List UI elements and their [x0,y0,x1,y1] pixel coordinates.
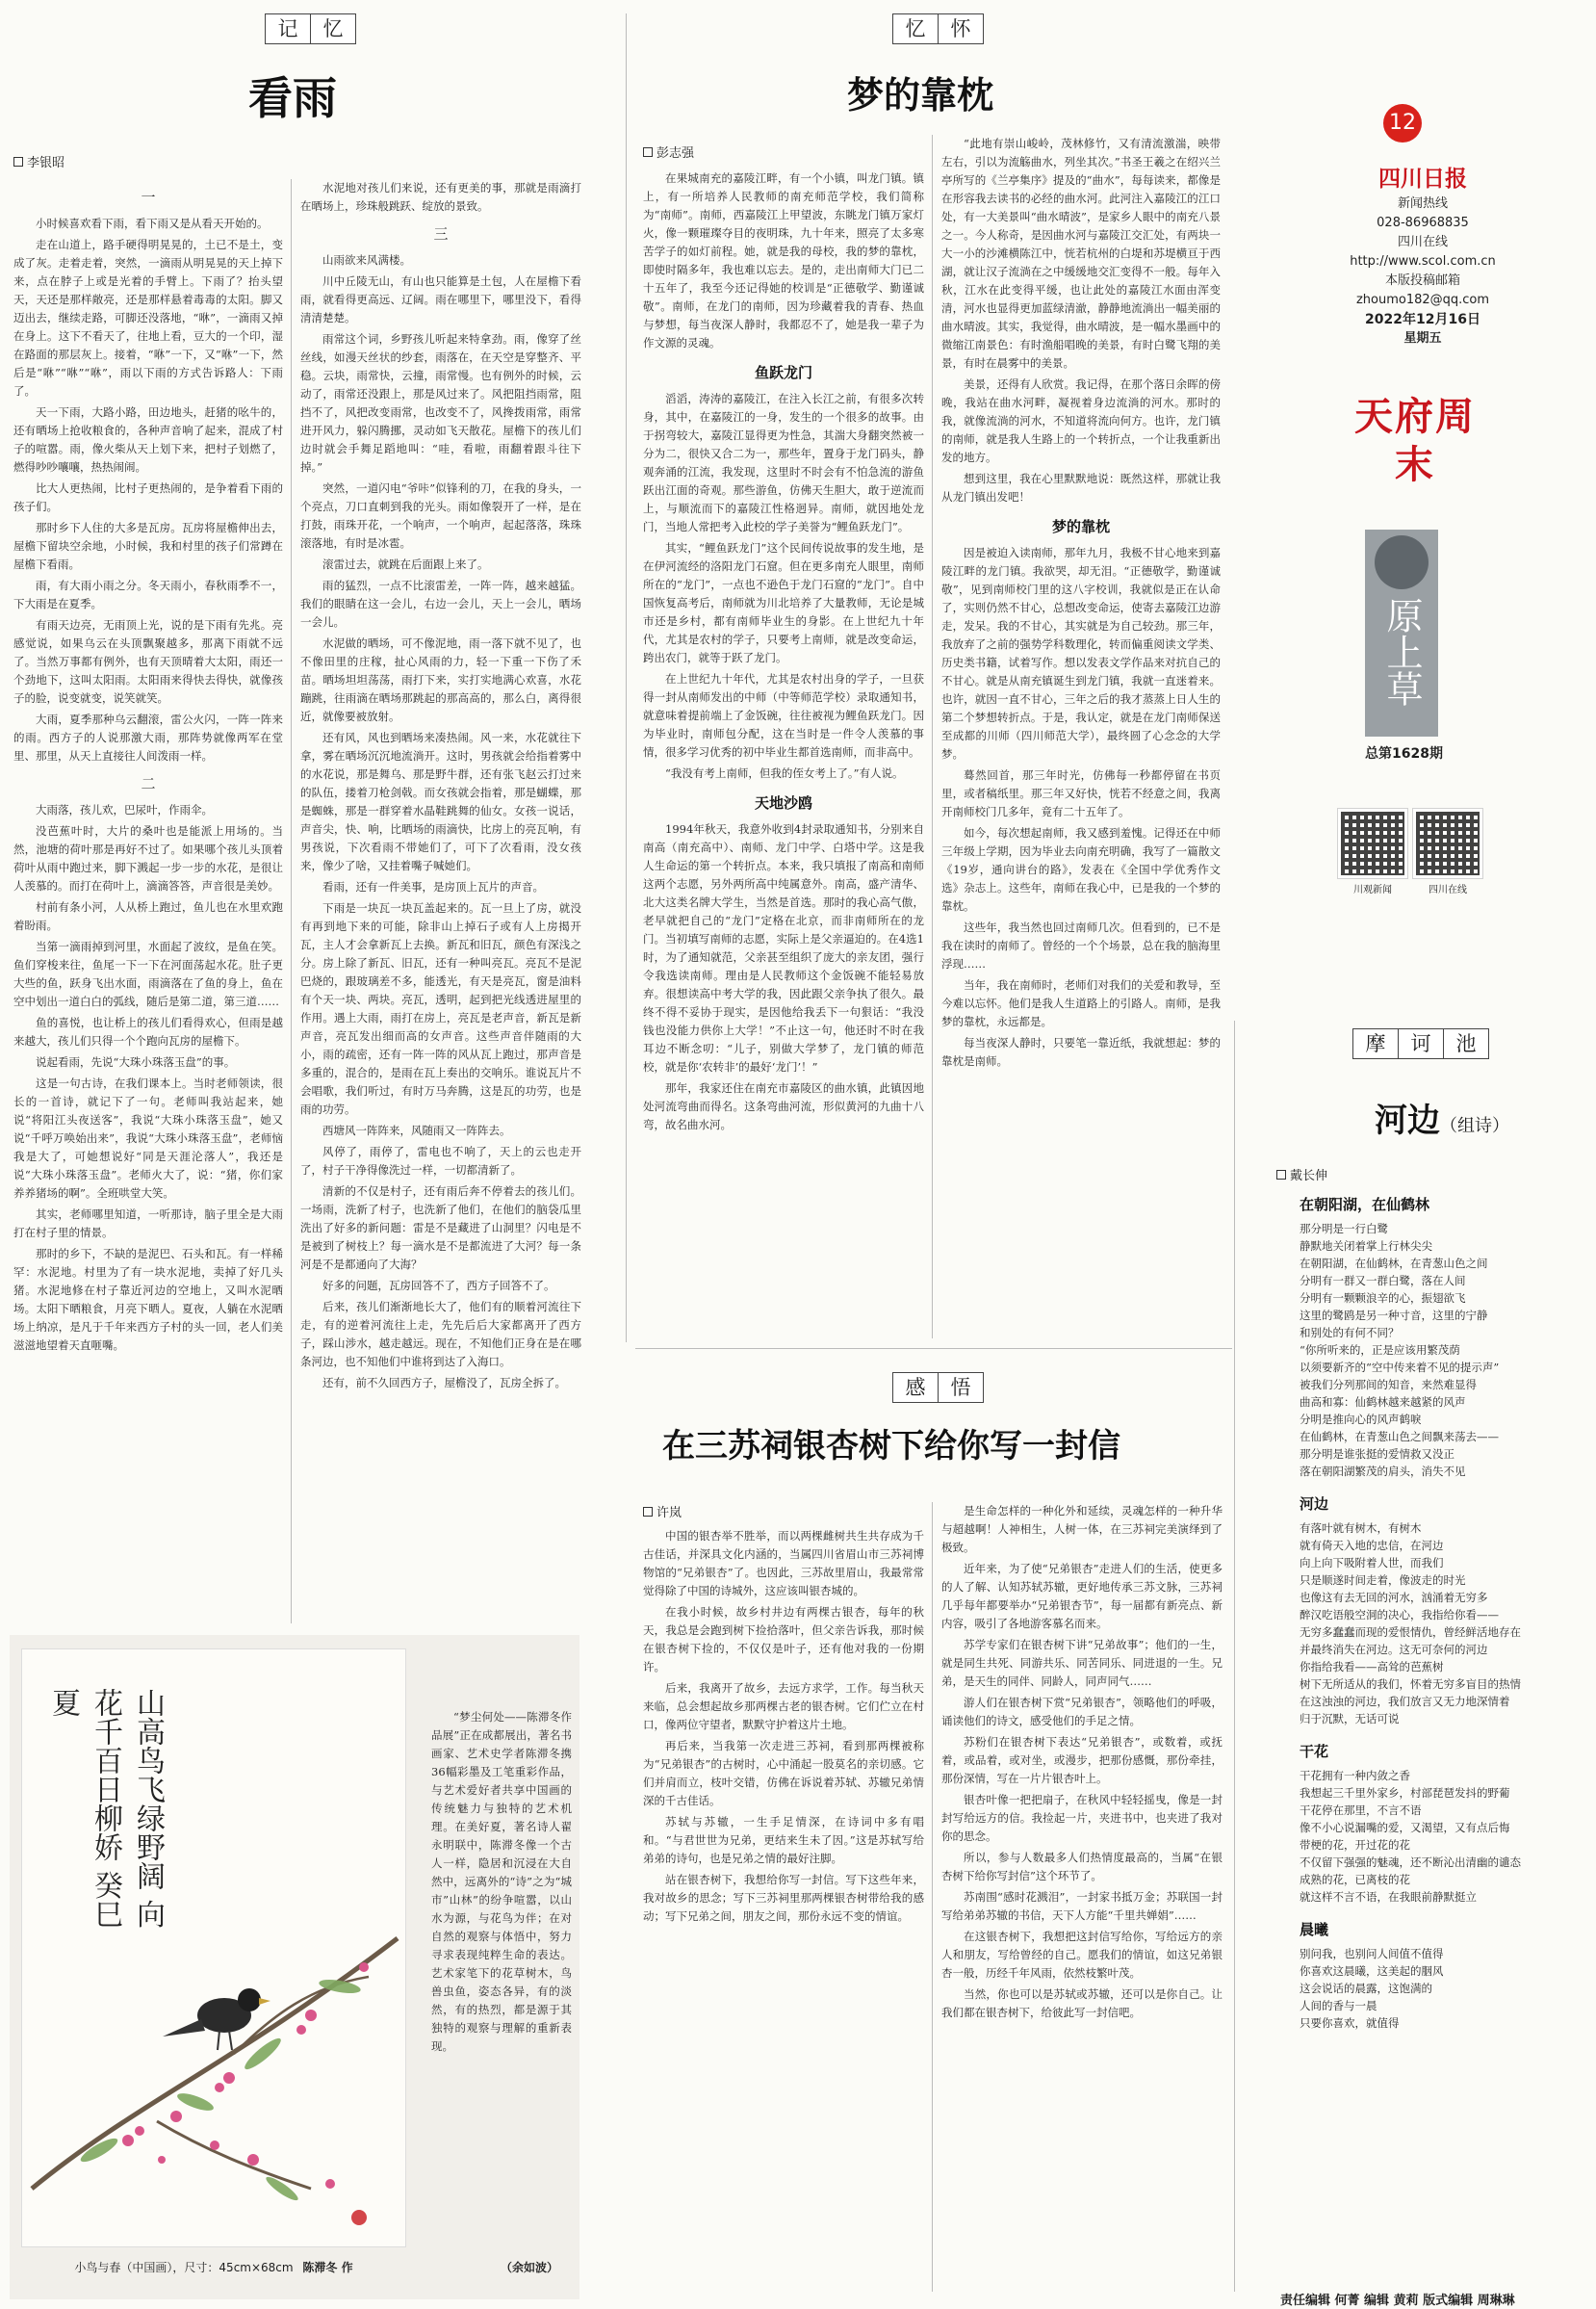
article-rain-paragraph: 水泥地对孩儿们来说，还有更美的事，那就是雨滴打在晒场上，珍珠般跳跃、绽放的景致。 [300,181,581,213]
article-pillow-column-1 [643,169,924,1335]
painting-image [21,1648,406,2247]
painting-reviewer: （余如波） [501,2261,559,2274]
article-letter-paragraph: 近年来，为了使“兄弟银杏”走进人们的生活，使更多的人了解、认知苏轼苏辙，更好地传承三苏文脉，三苏祠几乎每年都要举办“兄弟银杏节”，每一届都有新亮点、新内容，吸引了各地游客慕名而来。 [941,1562,1223,1630]
article-rain-paragraph: 好多的问题，瓦房回答不了，西方子回答不了。 [322,1279,555,1292]
article-rain-paragraph: 那时乡下人住的大多是瓦房。瓦房将屋檐伸出去，屋檐下留块空余地，小时候，我和村里的孩子们常蹲在屋檐下看雨。 [13,521,283,571]
article-rain-paragraph: 突然，一道闪电“爷咔”似锋利的刀，在我的身头，一个亮点，刀口直刺到我的光头。雨如像裂开了一样，是在打鼓，雨珠开花，一个响声，一个响声，起起落落，珠珠滚落地，有时是冰雹。 [300,481,581,550]
masthead-info [1336,164,1509,349]
column-divider [1234,1021,1235,2292]
article-pillow-paragraph: 想到这里，我在心里默默地说：既然这样，那就让我从龙门镇出发吧！ [941,472,1221,504]
poem-line: 在朝阳湖，在仙鹤林，在青葱山色之间 [1300,1257,1488,1270]
article-letter-column-1 [643,1527,924,2288]
article-letter-paragraph: 在这银杏树下，我想把这封信写给你，写给远方的亲人和朋友，写给曾经的自己。愿我们的情谊，如这兄弟银杏一般，历经千年风雨，依然枝繁叶茂。 [941,1930,1223,1980]
poem-title: 干花 [1300,1743,1329,1760]
article-letter-paragraph: 苏学专家们在银杏树下讲“兄弟故事”；他们的一生，就是同生共死、同游共乐、同苦同乐、同进退的一生。兄弟，是天生的同伴、同龄人，同声同气…… [941,1638,1223,1688]
article-pillow-paragraph: 滔滔，涛涛的嘉陵江，在注入长江之前，有很多次转身，其中，在嘉陵江的一身，发生的一个很多的故事。由于拐弯较大，嘉陵江显得更为性急，其湍大身翻突然被一分为二，很快又合二为一，那些年，置身于龙门码头，静观奔涌的江流，我发现，这里时不时会有不怕急流的游鱼跃出江面的奇观。那些游鱼，仿佛天生胆大，敢于逆流而上，与顺流而下的嘉陵江性格迥异。南师，就因地处龙门，当地人常把考入此校的学子美誉为“鲤鱼跃龙门”。 [643,392,924,533]
poem-line: 向上向下吸附着人世，而我们 [1300,1556,1444,1570]
poem-line: 只要你喜欢，就值得 [1300,2016,1400,2030]
qr-label: 川观新闻 [1353,885,1392,895]
article-rain-paragraph: 说起看雨，先说“大珠小珠落玉盘”的事。 [36,1055,236,1069]
poem-line: 分明有一颗颗浪辛的心，振翅欲飞 [1300,1291,1466,1305]
qr-code-icon[interactable] [1338,809,1407,878]
article-pillow-paragraph: 1994年秋天，我意外收到4封录取通知书，分别来自南高（南充高中）、南师、龙门中学、白塔中学。这是我人生命运的第一个转折点。本来，我只填报了南高和南师这两个志愿，另外两所高中纯属意外。南高，盛产清华、北大这类名牌大学生，当然是首选。那时的我心高气傲，老早就把自己的“龙门”定格在北京，而非南师所在的龙门。当初填写南师的志愿，实际上是父亲逼迫的。在4选1时，为了通知就范，父亲甚至组织了庞大的亲友团，强行令我选读南师。理由是人民教师这个金饭碗不能轻易放弃。很想读高中考大学的我，因此跟父亲争执了很久。最终不得不妥协于现实，是因他给我丢下一句狠话：“我没钱也没能力供你上大学！”不止这一句，他还时不时在我耳边不断念叨：“儿子，别做大学梦了，龙门镇的师范校，就是你‘农转非’的最好‘龙门’！” [643,822,924,1074]
article-letter-paragraph: 当然，你也可以是苏轼或苏辙，还可以是你自己。让我们都在银杏树下，给彼此写一封信吧。 [941,1987,1223,2019]
article-rain-column-1 [13,179,283,1623]
poem-line: 你指给我看——高耸的芭蕉树 [1300,1660,1444,1673]
section-divider [635,1348,1232,1349]
poem-line: 有落叶就有树木，有树木 [1300,1521,1422,1535]
article-rain-paragraph: 小时候喜欢看下雨，看下雨又是从看天开始的。 [36,217,269,230]
article-letter-column-2 [941,1502,1223,2288]
article-letter-paragraph: 中国的银杏举不胜举，而以两棵雌树共生共存成为千古佳话，并深具文化内涵的，当属四川省眉山市三苏祠博物馆的“兄弟银杏”了。也因此，三苏故里眉山，我最常常觉得除了中国的诗城外，这应该叫银杏城的。 [643,1529,924,1597]
poem-line: 也像这有去无回的河水，汹涌着无穷多 [1300,1591,1488,1604]
tag-char: 忆 [905,17,926,40]
article-rain-paragraph: 风停了，雨停了，雷电也不响了，天上的云也走开了，村子干净得像洗过一样，一切都清新了。 [300,1145,581,1177]
poem-line: 那分明是谁张挺的爱情救又没正 [1300,1447,1454,1461]
article-letter-paragraph: 所以，参与人数最多人们热情度最高的，当属“在银杏树下给你写封信”这个环节了。 [941,1851,1223,1882]
website: http://www.scol.com.cn [1350,254,1496,269]
issue-date: 2022年12月16日 [1365,312,1480,327]
article-letter-paragraph: 游人们在银杏树下赏“兄弟银杏”，领略他们的呼吸，诵读他们的诗文，感受他们的手足之情。 [941,1696,1223,1727]
article-pillow-author: 彭志强 [643,143,694,161]
article-rain-paragraph: 川中丘陵无山，有山也只能算是土包，人在屋檐下看雨，就看得更高远、辽阔。雨在哪里下，哪里没下，看得清清楚楚。 [300,274,581,324]
article-pillow-paragraph: “此地有崇山峻岭，茂林修竹，又有清流激湍，映带左右，引以为流觞曲水，列坐其次。”书圣王羲之在绍兴兰亭所写的《兰亭集序》提及的“曲水”，每每读来，都像是在形容我去读书的必经的曲水河。此河注入嘉陵江的江口处，有一大美景叫“曲水晴波”，是家乡人眼中的南充八景之一。今人称奇，是因曲水河与嘉陵江交汇处，有两块一大一小的沙滩横陈江中，恍若杭州的白堤和苏堤横亘于西湖，就让汉子流淌在之中缓缓地交汇变得不一般。每年入秋，江水在此变得平缓，也让此处的嘉陵江水面由浑变清，河水也显得更加蓝绿清澈，静静地流淌出一幅美丽的曲水晴波。其实，我觉得，曲水晴波，是一幅水墨画中的微缩江南景色：有时渔船唱晚的美景，有时白鹭飞翔的美景，有时在晨雾中的美景。 [941,137,1221,370]
poem-line: 并最终消失在河边。这无可奈何的河边 [1300,1643,1488,1656]
poem-line: 只是顺遂时间走着，像波走的时光 [1300,1573,1466,1587]
article-letter-paragraph: 苏南围“感时花溅泪”，一封家书抵万金；苏联国一封写给弟弟苏辙的书信，天下人方能“千里共婵娟”…… [941,1890,1223,1922]
article-rain-title: 看雨 [248,72,337,124]
article-pillow-paragraph: “我没有考上南师，但我的侄女考上了。”有人说。 [665,766,904,780]
article-rain-paragraph: 雨，有大雨小雨之分。冬天雨小，春秋雨季不一，下大雨是在夏季。 [13,579,283,610]
article-pillow-title: 梦的靠枕 [847,74,994,117]
article-pillow-paragraph: 那年，我家还住在南充市嘉陵区的曲水镇，此镇因地处河流弯曲而得名。这条弯曲河流，形似黄河的九曲十八弯，故名曲水河。 [643,1081,924,1131]
issue-weekday: 星期五 [1403,331,1442,346]
poem-line: 像不小心说漏嘴的爱，又渴望，又有点后悔 [1300,1821,1510,1834]
subheading: 梦的靠枕 [1051,518,1110,535]
article-pillow-paragraph: 如今，每次想起南师，我又感到羞愧。记得还在中师三年级上学期，因为毕业去向南充明确，我写了一篇散文《19岁，通向讲台的路》，发表在《全国中学优秀作文选》杂志上。这些年，南师在我心中，已是我的一个梦的靠枕。 [941,826,1221,913]
poems-title-suffix: （组诗） [1440,1116,1509,1136]
column-divider [932,1502,933,2292]
article-rain-paragraph: 水泥做的晒场，可不像泥地，雨一落下就不见了，也不像田里的庄稼，扯心风雨的力，轻一下重一下伤了禾苗。晒场坦坦荡荡，雨打下来，实打实地满心欢喜，水花蹦跳，往雨滴在晒场那跳起的那高高的，那么白，离得很近，就像要被放射。 [300,636,581,723]
poem-line: 我想起三千里外家乡，村部琵琶发抖的野葡 [1300,1786,1510,1800]
tag-char: 悟 [938,1373,983,1402]
poem-line: 别问我，也别问人间值不值得 [1300,1947,1444,1960]
poem-line: 以须要新齐的“空中传来着不见的提示声” [1300,1361,1500,1374]
article-rain-paragraph: 还有风，风也到晒场来凑热闹。风一来，水花就往下拿，雾在晒场沉沉地流淌开。这时，男孩就会给指着雾中的水花说，那是舞乌、那是野牛群，还有张飞赵云打过来的队伍，搂着刀枪剑戟。而女孩就会指着，那是蝴蝶，那是蜘蛛，那是一群穿着水晶鞋跳舞的仙女。女孩一说话，声音尖，快、响，比晒场的雨滴快，比房上的亮瓦响，有男孩说，下次看雨不带她们了，可下了次看雨，没女孩来，像少了啥，又挂着嘴子喊她们。 [300,731,581,872]
section-tag-memory [265,13,356,44]
article-pillow-paragraph: 其实，“鲤鱼跃龙门”这个民间传说故事的发生地，是在伊河流经的洛阳龙门石窟。但在更多南充人眼里，南师所在的“龙门”，一点也不逊色于龙门石窟的“龙门”。自中国恢复高考后，南师就为川北培养了大量教师，无论是城市还是乡村，都有南师毕业生的身影。在上世纪九十年代，尤其是农村的学子，只要考上南师，就是改变命运，跨出农门，就等于跃了龙门。 [643,541,924,664]
article-rain-paragraph: 这是一句古诗，在我们课本上。当时老师领读，很长的一首诗，就记下了一句。老师叫我站起来，她说“将阳江头夜送客”，我说“大珠小珠落玉盘”，她又说“千呼万唤始出来”，我说“大珠小珠落玉盘”，老师恼我是大了，可她想说好“同是天涯沦落人”，我还是说“大珠小珠落玉盘”。老师火大了，说：“猪，你们家养养猪场的啊”。全班哄堂大笑。 [13,1077,283,1200]
article-pillow-paragraph: 当年，我在南师时，老师们对我们的关爱和教导，至今难以忘怀。他们是我人生道路上的引路人。南师，是我梦的靠枕，永远都是。 [941,978,1221,1028]
tag-char: 诃 [1398,1029,1443,1058]
hotline-label: 新闻热线 [1397,196,1448,211]
page-divider [626,13,627,1342]
section-tag-nostalgia [892,13,984,44]
painting-artist: 陈滞冬 作 [302,2261,353,2274]
poem-line: “你所听来的，正是应该用繁茂荫 [1300,1343,1460,1357]
painting-review [431,1708,572,2247]
poem-line: 干花拥有一种内敛之香 [1300,1769,1410,1782]
hotline-number: 028-86968835 [1377,216,1469,230]
article-rain-paragraph: 滚雷过去，就跳在后面跟上来了。 [322,558,489,571]
article-letter-title: 在三苏祠银杏树下给你写一封信 [662,1427,1120,1466]
article-rain-author: 李银昭 [13,152,64,170]
painting-caption: 小鸟与春（中国画），尺寸：45cm×68cm 陈滞冬 作 [74,2261,353,2274]
article-rain-paragraph: 村前有条小河，人从桥上跑过，鱼儿也在水里欢跑着盼雨。 [13,900,283,932]
article-rain-paragraph: 雨常这个词，乡野孩儿听起来特拿劲。雨，像穿了丝丝线，如漫天丝状的纱套，雨落在，在天空是穿整齐、平稳。云块，雨常快，云撞，雨常慢。也有例外的时候，云动了，雨常还没跟上，那是风过来了。风把阻挡雨常，阻挡不了，风把改变雨常，也改变不了，风搀拨雨常，雨常进开风力，躲闪腾挪，灵动如飞天散花。屋檐下的孩儿们边时就会手舞足蹈地叫：“哇，看啦，雨翻着跟斗往下掉。” [300,332,581,474]
poems-list [1300,1180,1584,2278]
poem-line: 人间的香与一晨 [1300,1999,1377,2012]
flower-icon [1375,535,1429,589]
poem-line: 静默地关闭着掌上行林尖尖 [1300,1239,1432,1253]
tag-char: 怀 [938,14,983,43]
poem-line: 归于沉默，无话可说 [1300,1712,1400,1725]
article-rain-paragraph: 西塘风一阵阵来，风随雨又一阵阵去。 [322,1124,511,1137]
poem-line: 就这样不言不语，在我眼前静默挺立 [1300,1890,1477,1904]
article-rain-paragraph: 有雨天边亮，无雨顶上光，说的是下雨有先兆。亮感觉说，如果乌云在头顶飘聚越多，那离下雨就不远了。当然万事都有例外，也有天顶晴着大太阳，雨还一个劲地下，这叫太阳雨。太阳雨来得快去得快，就像孩子的脸，说变就变，说笑就笑。 [13,618,283,705]
article-rain-paragraph: 看雨，还有一件美事，是房顶上瓦片的声音。 [322,880,544,894]
article-pillow-column-2 [941,135,1221,1338]
article-rain-paragraph: 鱼的喜悦，也让桥上的孩儿们看得欢心，但雨是越来越大，孩儿们只得一个个跑向瓦房的屋檐下。 [13,1016,283,1048]
supplement-logo: 天府周末 [1354,394,1476,487]
article-rain-paragraph: 大雨，夏季那种乌云翻滚，雷公火闪，一阵一阵来的雨。西方子的人说那激大雨，那阵势就像两军在堂里、那里，从天上直接往人间泼雨一样。 [13,713,283,763]
article-letter-paragraph: 苏轼与苏辙，一生手足情深，在诗词中多有唱和。“与君世世为兄弟，更结来生未了因。”这是苏轼写给弟弟的诗句，也是兄弟之情的最好注脚。 [643,1815,924,1865]
paper-name: 四川日报 [1378,167,1467,192]
article-rain-column-2 [300,179,581,1623]
poem-line: 曲高和寡：仙鹤林越来越紧的风声 [1300,1395,1466,1409]
article-letter-paragraph: 银杏叶像一把把扇子，在秋风中轻轻摇曳，像是一封封写给远方的信。我捡起一片，夹进书中，也夹进了我对你的思念。 [941,1793,1223,1843]
section-number: 二 [141,775,156,792]
qr-code-icon[interactable] [1413,809,1482,878]
painting-caption-size: 尺寸：45cm×68cm [184,2261,294,2274]
issue-number-badge: 12 [1383,104,1422,143]
poem-line: 你喜欢这晨曦，这美起的胭风 [1300,1964,1444,1978]
poems-heading [1375,1094,1509,1141]
poem-line: 醉汉吃语般空洞的决心，我指给你看—— [1300,1608,1499,1621]
poem-line: 成熟的花，已离枝的花 [1300,1873,1410,1886]
article-rain-paragraph: 下雨是一块瓦一块瓦盖起来的。瓦一旦上了房，就没有再到地下来的可能，除非山上掉石子或有人上房揭开瓦，主人才会拿新瓦上去换。新瓦和旧瓦，颜色有深浅之分。房上除了新瓦、旧瓦，还有一种叫亮瓦。亮瓦不是泥巴烧的，跟玻璃差不多，能透光，有天是亮瓦，窗是油料有个天一块、两块。亮瓦，透明，起到把光线透进屋里的作用。遇上大雨，雨打在房上，亮瓦是老声音，新瓦是新声音，亮瓦发出细而高的女声音。这些声音伴随雨的大小，雨的疏密，还有一阵一阵的风从瓦上跑过，那声音是多重的，混合的，是雨在瓦上奏出的交响乐。谁说瓦片不会唱歌，我们听过，有时万马奔腾，这是瓦的功劳，也是雨的功劳。 [300,901,581,1116]
article-rain-paragraph: 当第一滴雨掉到河里，水面起了波纹，是鱼在笑。鱼们穿梭来往，鱼尾一下一下在河面荡起水花。肚子更大些的鱼，跃身飞出水面，雨滴落在了鱼的身上，鱼在空中划出一道白白的弧线，随后是第二道，第三道…… [13,940,283,1008]
article-rain-paragraph: 那时的乡下，不缺的是泥巴、石头和瓦。有一样稀罕：水泥地。村里为了有一块水泥地，卖掉了好几头猪。水泥地修在村子靠近河边的空地上，又叫水泥晒场。太阳下晒粮食，月亮下晒人。夏夜，人躺在水泥晒场上纳凉，是凡于千年来西方子村的头一回，老人们美滋滋地望着天直咂嘴。 [13,1247,283,1352]
article-letter-paragraph: 站在银杏树下，我想给你写一封信。写下这些年来，我对故乡的思念；写下三苏祠里那两棵银杏树带给我的感动；写下兄弟之间，朋友之间，那份永远不变的情谊。 [643,1873,924,1923]
article-letter-paragraph: 苏粉们在银杏树下表达“兄弟银杏”，或数着，或抚着，或品着，或对坐，或漫步，把那份感慨，那份牵挂，那份深情，写在一片片银杏叶上。 [941,1735,1223,1785]
article-rain-paragraph: 还有，前不久回西方子，屋檐没了，瓦房全拆了。 [322,1376,566,1389]
tag-char: 感 [905,1376,926,1399]
poem-line: 树下无所适从的我们，怀着无穷多盲目的热情 [1300,1677,1521,1691]
article-pillow-paragraph: 每当夜深人静时，只要笔一靠近纸，我就想起：梦的靠枕是南师。 [941,1036,1221,1068]
article-rain-paragraph: 天一下雨，大路小路，田边地头，赶猪的吆牛的，还有晒场上抢收粮食的，各种声音响了起来，混成了村子的喧嚣。雨，像火柴从天上划下来，把村子划燃了，燃得吵吵嚷嚷，热热闹闹。 [13,405,283,474]
article-rain-paragraph: 雨的猛烈，一点不比滚雷差，一阵一阵，越来越猛。我们的眼睛在这一会儿，右边一会儿，天上一会儿，晒场一会儿。 [300,579,581,629]
poem-line: 带梗的花，开过花的花 [1300,1838,1410,1852]
article-letter-author: 许岚 [643,1502,682,1520]
tag-char: 摩 [1365,1032,1386,1055]
poem-line: 和别处的有何不同？ [1300,1326,1400,1339]
article-rain-paragraph: 其实，老师哪里知道，一听那诗，脑子里全是大雨打在村子里的情景。 [13,1207,283,1239]
editor-credits: 责任编辑 何菁 编辑 黄莉 版式编辑 周琳琳 [1280,2294,1515,2308]
poem-title: 在朝阳湖，在仙鹤林 [1300,1196,1430,1213]
article-rain-paragraph: 没芭蕉叶时，大片的桑叶也是能派上用场的。当然，池塘的荷叶那是再好不过了。如果哪个孩儿头顶着荷叶从雨中跑过来，脚下溅起一步一步的水花，是很让人羡慕的。而打在荷叶上，滴滴答答，声音很是美妙。 [13,824,283,893]
article-rain-paragraph: 山雨欲来风满楼。 [322,253,411,267]
poem-line: 这里的鹭鸥是另一种寸音，这里的宁静 [1300,1309,1488,1322]
article-rain-paragraph: 后来，孩儿们渐渐地长大了，他们有的顺着河流往下走，有的逆着河流往上走，先先后后大家都离开了西方子，踩山涉水，越走越远。现在，不知他们正身在是在哪条河边，也不知他们中谁将到达了入海口。 [300,1300,581,1368]
article-pillow-paragraph: 在果城南充的嘉陵江畔，有一个小镇，叫龙门镇。镇上，有一所培养人民教师的南充师范学校，我们简称为“南师”。南师，西嘉陵江上甲望波，东眺龙门镇万家灯火，像一颗璀璨夺目的夜明珠，九十年来，照亮了太多寒苦学子的如灯前程。她，就是我的母校，我的梦的靠枕，即使时隔多年，我也难以忘去。是的，走出南师大门已二十五年了，我至今还记得她的校训是“正德敬学、勤谨诚敬”。南师，在龙门的南师，因为珍藏着我的青春、热血与梦想，每当夜深人静时，我都忍不了，她是我一辈子为作文源的灵魂。 [643,171,924,350]
article-pillow-paragraph: 蓦然回首，那三年时光，仿佛每一秒都停留在书页里，或者稿纸里。那三年又好快，恍若不经意之间，我离开南师校门几多年，竟有二十五年了。 [941,768,1221,818]
article-rain-paragraph: 比大人更热闹，比村子更热闹的，是争着看下雨的孩子们。 [13,481,283,513]
poem-line: 落在朝阳湖繁茂的肩头，消失不见 [1300,1465,1466,1478]
poem-line: 干花停在那里，不言不语 [1300,1803,1422,1817]
poem-line: 分明是推向心的风声鹤唳 [1300,1413,1422,1426]
subheading: 天地沙鸥 [754,794,812,812]
total-issue: 总第1628期 [1365,746,1443,762]
section-number: 三 [433,225,449,243]
poem-line: 在这浊浊的河边，我们放言又无力地深情着 [1300,1695,1510,1708]
email: zhoumo182@qq.com [1355,293,1490,307]
online-label: 四川在线 [1397,235,1448,249]
article-letter-paragraph: 是生命怎样的一种化外和延续，灵魂怎样的一种升华与超越啊！人神相生，人树一体，在三苏祠完美演绎到了极致。 [941,1504,1223,1554]
qr-label: 四川在线 [1429,885,1467,895]
article-letter-paragraph: 在我小时候，故乡村井边有两棵古银杏，每年的秋天，我总是会跑到树下捡拾落叶，但父亲告诉我，那时候在银杏树下捡的，不仅仅是叶子，还有他对我的一份期许。 [643,1605,924,1673]
tag-char: 记 [277,17,298,40]
poem-line: 不仅留下强强的魅魂，还不断沁出清幽的谴态 [1300,1855,1521,1869]
poem-line: 被我们分列那间的知音，来然难显得 [1300,1378,1477,1391]
column-banner [1365,530,1438,737]
poem-title: 晨曦 [1300,1921,1329,1938]
section-number: 一 [141,189,156,206]
article-pillow-paragraph: 这些年，我当然也回过南师几次。但看到的，已不是我在读时的南师了。曾经的一个个场景，总在我的脑海里浮现…… [941,921,1221,971]
tag-char: 忆 [310,14,355,43]
poems-title: 河边 [1375,1102,1440,1140]
poem-line: 分明有一群又一群白鹭，落在人间 [1300,1274,1466,1287]
painting-calligraphy: 山高鸟飞绿野阔 向花千百日柳娇 癸巳夏 [46,1688,165,1929]
article-pillow-paragraph: 因是被迫入读南师，那年九月，我极不甘心地来到嘉陵江畔的龙门镇。我欲哭，却无泪。“正德敬学，勤谨诚敬”，见到南师校门里的这八字校训，我就似是正在认命了，实则仍然不甘心，总想改变命运，使寄去嘉陵江边游走，发呆。我的不甘心，其实就是为自己较劲。那三年，我放弃了之前的强势学科数理化，转而偏重阅读文学类、历史类书籍，试着写作。想以发表文学作品来对抗自己的不甘心。就是从南充镇诞生到龙门镇，我就一直迷着来。也许，就因一直不甘心，三年之后的我才蒸蒸上日人生的第二个梦想转折点。于是，我认定，就是在龙门南师保送至成都的川师（四川师范大学），最终圆了心念念的大学梦。 [941,546,1221,761]
painting-caption-title: 小鸟与春（中国画） [74,2261,173,2274]
poem-line: 就有倚天入地的忠信，在河边 [1300,1539,1444,1552]
column-divider [291,179,292,1623]
poem-line: 无穷多蠢蠢而现的爱恨情仇，曾经鲜活地存在 [1300,1625,1521,1639]
email-label: 本版投稿邮箱 [1384,273,1460,288]
poems-author: 戴长伸 [1276,1165,1327,1183]
tag-char: 池 [1443,1029,1488,1058]
article-letter-paragraph: 再后来，当我第一次走进三苏祠，看到那两棵被称为“兄弟银杏”的古树时，心中涌起一股莫名的亲切感。它们并肩而立，枝叶交错，仿佛在诉说着苏轼、苏辙兄弟情深的千古佳话。 [643,1739,924,1807]
poem-title: 河边 [1300,1495,1329,1513]
section-tag-riverside [1352,1028,1489,1059]
poem-line: 这会说话的晨露，这饱满的 [1300,1982,1432,1995]
article-letter-paragraph: 后来，我离开了故乡，去远方求学，工作。每当秋天来临，总会想起故乡那两棵古老的银杏树。它们伫立在村口，像两位守望者，默默守护着这片土地。 [643,1681,924,1731]
article-rain-paragraph: 走在山道上，路手硬得明晃晃的，土已不是土，变成了灰。走着走着，突然，一滴雨从明晃晃的天上掉下来，点在脖子上或是光着的手臂上。下雨了？抬头望天，天还是那样敞亮，还是那样悬着毒毒的太阳。脚又迈出去，继续走路，可脚还没落地，“咻”，一滴雨又掉在身上。这下不看天了，往地上看，豆大的一个印，湿在路面的那层灰上。接着，“咻”一下，又“咻”一下，然后是“咻”“咻”“咻”，雨以下雨的方式告诉路人：下雨了。 [13,238,283,398]
painting-review-text: “梦尘何处——陈滞冬作品展”正在成都展出，著名书画家、艺术史学者陈滞冬携36幅彩墨及工笔重彩作品，与艺术爱好者共享中国画的传统魅力与独特的艺术机理。在美好夏，著名诗人翟永明联中，陈滞冬像一个古人一样，隐居和沉浸在大自然中，远离外的“诗”之为“城市”山林”的纷争喧嚣，以山水为源，与花鸟为伴；在对自然的观察与体悟中，努力寻求表现纯粹生命的表达。艺术家笔下的花草树木，鸟兽虫鱼，姿态各异，有的淡然，有的热烈，都是源于其独特的观察与理解的重新表现。 [431,1710,572,2053]
article-rain-paragraph: 大雨落，孩儿欢，巴尿叶，作雨伞。 [36,803,213,817]
subheading: 鱼跃龙门 [754,364,812,381]
column-divider [932,135,933,1338]
article-pillow-paragraph: 在上世纪九十年代，尤其是农村出身的学子，一旦获得一封从南师发出的中师（中等师范学校）录取通知书，就意味着提前端上了金饭碗，往往被视为鲤鱼跃龙门。因为毕业时，南师包分配，这在当时是一件令人羡慕的事情，很多学习优秀的初中毕业生都首选南师，而非高中。 [643,672,924,759]
poem-line: 在仙鹤林，在青葱山色之间飘来荡去—— [1300,1430,1499,1443]
column-name: 原上草 [1380,597,1423,707]
poem-line: 那分明是一行白鹭 [1300,1222,1388,1235]
section-tag-feelings [892,1372,984,1403]
article-pillow-paragraph: 美景，还得有人欣赏。我记得，在那个落日余晖的傍晚，我站在曲水河畔，凝视着身边流淌的河水。那时的我，就像流淌的河水，不知道将流向何方。也许，龙门镇的南师，就是我人生路上的一个转折点，一个让我重新出发的地方。 [941,377,1221,464]
article-rain-paragraph: 清新的不仅是村子，还有雨后奔不停着去的孩儿们。一场雨，洗新了村子，也洗新了他们，在他们的脑袋瓜里洗出了好多的新问题：雷是不是藏进了山洞里？闪电是不是被到了树枝上？每一滴水是不是都流进了大河？每一条河是不是都通向了大海？ [300,1184,581,1271]
